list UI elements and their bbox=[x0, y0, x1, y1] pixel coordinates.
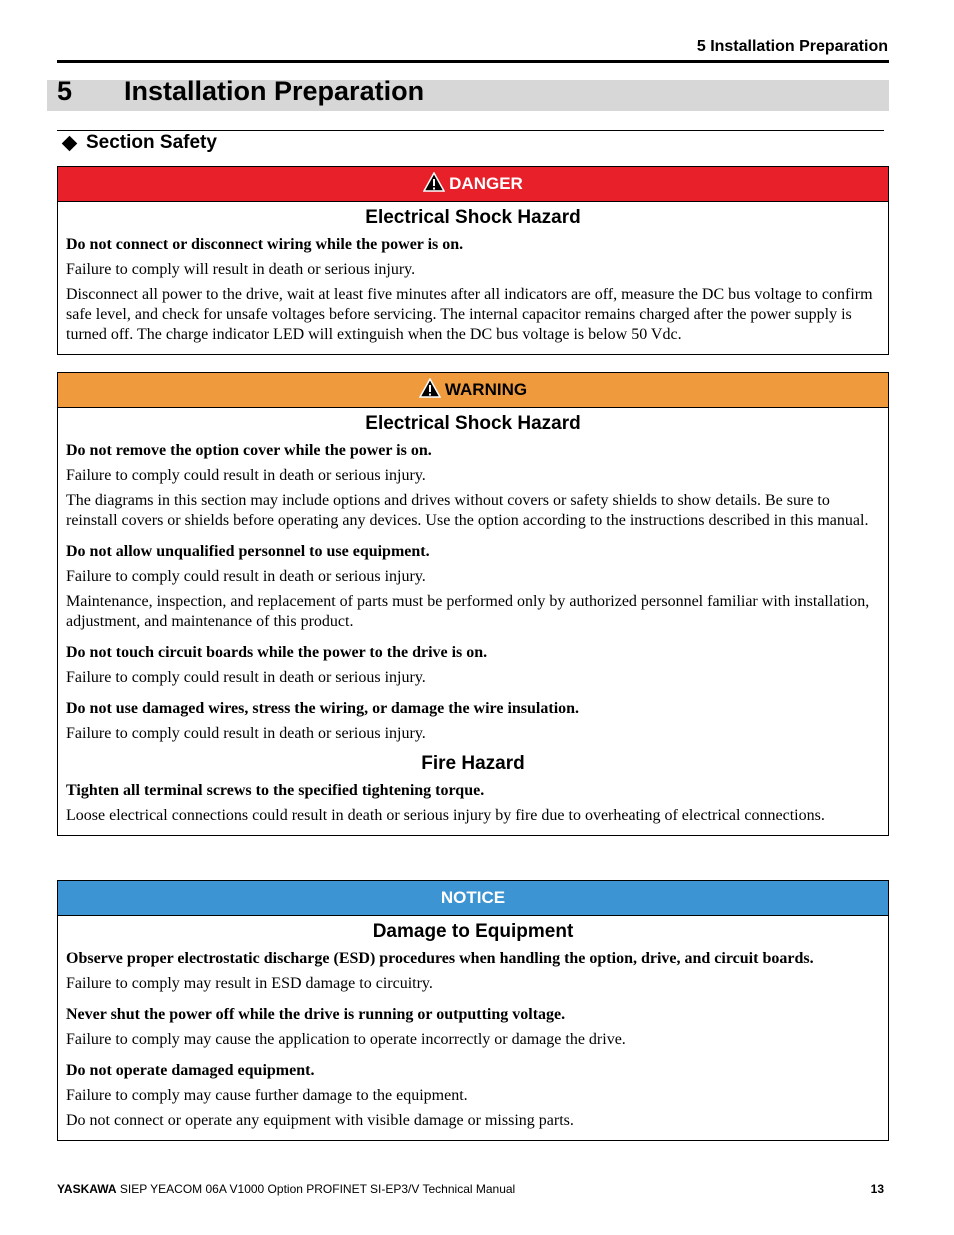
notice-item-bold: Observe proper electrostatic discharge (ESD) procedures when handling the option, drive, and circuit boards. bbox=[66, 950, 814, 967]
notice-item-text: Failure to comply may cause the application to operate incorrectly or damage the drive. bbox=[66, 1031, 626, 1048]
warning-item-bold: Tighten all terminal screws to the specified tightening torque. bbox=[66, 782, 485, 799]
warning-header bbox=[58, 373, 888, 408]
warning-item-bold: Do not allow unqualified personnel to use equipment. bbox=[66, 543, 430, 560]
section-title: Section Safety bbox=[86, 132, 217, 153]
warning-label: WARNING bbox=[444, 380, 528, 399]
warning-item-text: Loose electrical connections could result in death or serious injury by fire due to overheating of electrical connections. bbox=[66, 807, 825, 824]
danger-item-text: Failure to comply will result in death or serious injury. bbox=[66, 261, 416, 278]
header-rule bbox=[57, 60, 889, 63]
notice-label: NOTICE bbox=[440, 888, 506, 907]
danger-item-bold: Do not connect or disconnect wiring while the power is on. bbox=[66, 236, 464, 253]
warning-item-text: Failure to comply could result in death or serious injury. bbox=[66, 467, 426, 484]
hazard-title: Electrical Shock Hazard bbox=[365, 207, 581, 228]
chapter-number: 5 bbox=[57, 76, 73, 106]
warning-box bbox=[57, 372, 889, 836]
danger-header bbox=[58, 167, 888, 202]
notice-item-text: Failure to comply may result in ESD damage to circuitry. bbox=[66, 975, 433, 992]
section-heading bbox=[62, 132, 217, 154]
notice-item-text: Do not connect or operate any equipment with visible damage or missing parts. bbox=[66, 1112, 574, 1129]
warning-item-text: Maintenance, inspection, and replacement of parts must be performed only by authorized personnel familiar with installation, adjustment, and maintenance of this product. bbox=[66, 593, 870, 630]
page-number: 13 bbox=[870, 1182, 884, 1196]
hazard-title: Fire Hazard bbox=[421, 753, 525, 774]
notice-item-text: Failure to comply may cause further damage to the equipment. bbox=[66, 1087, 468, 1104]
running-header: 5 Installation Preparation bbox=[696, 38, 888, 55]
warning-item-bold: Do not use damaged wires, stress the wiring, or damage the wire insulation. bbox=[66, 700, 580, 717]
warning-item-text: Failure to comply could result in death or serious injury. bbox=[66, 725, 426, 742]
diamond-bullet-icon bbox=[62, 135, 78, 151]
notice-header bbox=[58, 881, 888, 916]
hazard-title: Electrical Shock Hazard bbox=[365, 413, 581, 434]
notice-item-bold: Never shut the power off while the drive is running or outputting voltage. bbox=[66, 1006, 566, 1023]
section-rule bbox=[57, 130, 884, 131]
footer-doc-title bbox=[57, 1182, 515, 1196]
notice-item-bold: Do not operate damaged equipment. bbox=[66, 1062, 315, 1079]
warning-triangle-icon bbox=[419, 378, 441, 403]
warning-item-bold: Do not touch circuit boards while the power to the drive is on. bbox=[66, 644, 488, 661]
danger-label: DANGER bbox=[449, 174, 523, 193]
chapter-title: Installation Preparation bbox=[124, 76, 425, 106]
danger-item-text: Disconnect all power to the drive, wait at least five minutes after all indicators are off, measure the DC bus voltage to confirm safe level, and check for unsafe voltages before servicing. The internal capacitor remains charged after the power supply is turned off. The charge indicator LED will extinguish when the DC bus voltage is below 50 Vdc. bbox=[66, 286, 873, 343]
footer-brand: YASKAWA bbox=[57, 1182, 117, 1196]
hazard-title: Damage to Equipment bbox=[372, 921, 574, 942]
warning-triangle-icon bbox=[423, 172, 445, 197]
warning-item-text: Failure to comply could result in death or serious injury. bbox=[66, 669, 426, 686]
footer-doc: SIEP YEACOM 06A V1000 Option PROFINET SI-EP3/V Technical Manual bbox=[116, 1182, 516, 1196]
danger-box bbox=[57, 166, 889, 355]
warning-item-bold: Do not remove the option cover while the power is on. bbox=[66, 442, 432, 459]
warning-item-text: Failure to comply could result in death or serious injury. bbox=[66, 568, 426, 585]
notice-box bbox=[57, 880, 889, 1141]
warning-item-text: The diagrams in this section may include options and drives without covers or safety shields to show details. Be sure to reinstall covers or shields before operating any devices. Use the option according to the instructions described in this manual. bbox=[66, 492, 869, 529]
